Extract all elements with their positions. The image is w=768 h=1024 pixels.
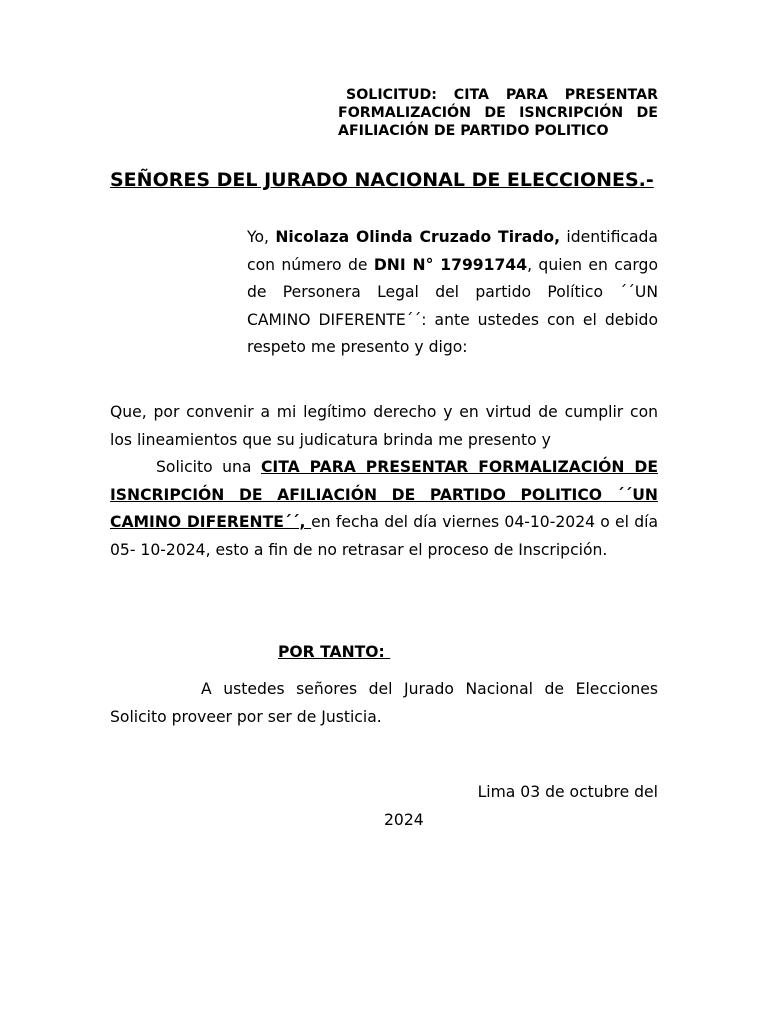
intro-text-1: Yo,	[247, 228, 276, 246]
date-line-1: Lima 03 de octubre del	[477, 783, 658, 801]
dni-number: DNI N° 17991744	[373, 255, 528, 274]
intro-paragraph	[247, 224, 658, 362]
addressee-heading: SEÑORES DEL JURADO NACIONAL DE ELECCIONES.-	[110, 169, 654, 191]
por-tanto-heading: POR TANTO:	[278, 643, 391, 661]
date-line-2: 2024	[384, 811, 424, 829]
paragraph-que: Que, por convenir a mi legítimo derecho y en virtud de cumplir con los lineamientos que su judicatura brinda me presento y	[110, 403, 658, 449]
paragraph-solicito	[110, 454, 658, 564]
paragraph-closing: A ustedes señores del Jurado Nacional de Elecciones Solicito proveer por ser de Justicia.	[110, 680, 658, 726]
intro-text-3: , quien en cargo de Personera Legal del partido Político ´´UN CAMINO DIFERENTE´´: ante ustedes con el debido respeto me presento y digo:	[247, 255, 658, 357]
applicant-name: Nicolaza Olinda Cruzado Tirado,	[275, 228, 561, 246]
request-subject: CITA PARA PRESENTAR FORMALIZACIÓN DE ISNCRIPCIÓN DE AFILIACIÓN DE PARTIDO POLITICO ´´UN CAMINO DIFERENTE´´,	[110, 458, 658, 532]
solicito-text-1: Solicito una	[156, 458, 261, 476]
solicito-text-2: en fecha del día viernes 04-10-2024 o el día 05- 10-2024, esto a fin de no retrasar el proceso de Inscripción.	[110, 513, 658, 559]
sumilla-heading: SOLICITUD: CITA PARA PRESENTAR FORMALIZACIÓN DE ISNCRIPCIÓN DE AFILIACIÓN DE PARTIDO POLITICO	[338, 87, 658, 139]
intro-text-2: identificada con número de	[247, 228, 658, 274]
